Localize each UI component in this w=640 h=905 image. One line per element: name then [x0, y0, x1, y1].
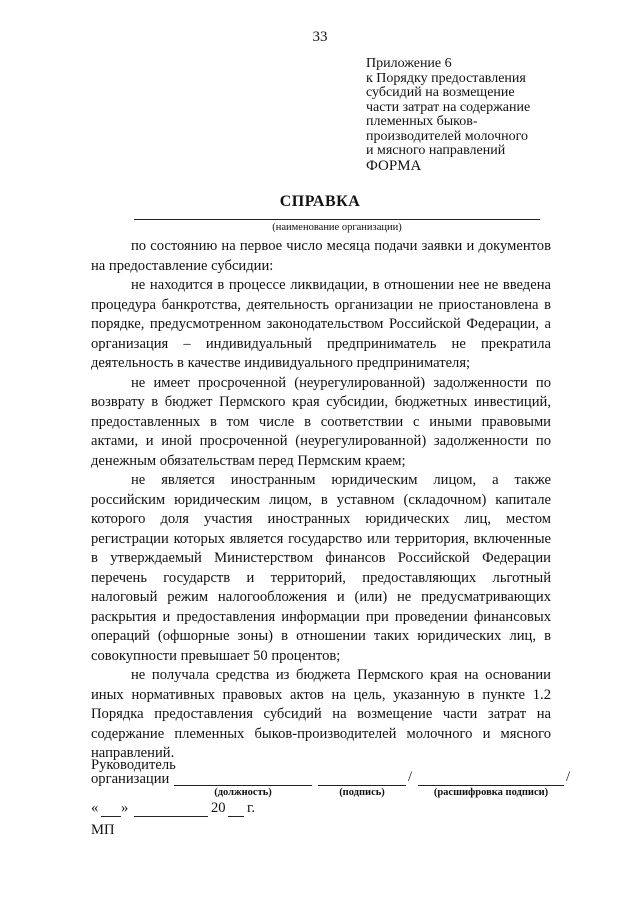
body-text: [91, 237, 551, 764]
paragraph: по состоянию на первое число месяца подачи заявки и документов на предоставление субсидии:: [91, 238, 551, 274]
slash-2: /: [566, 769, 571, 785]
organization-caption: (наименование организации): [272, 222, 402, 233]
organization-name-line: [134, 219, 540, 220]
paragraph: не получала средства из бюджета Пермского края на основании иных нормативных правовых актов на цель, указанную в пункте 1.2 Порядка предоставления субсидий на возмещение части затрат на содержание племенных быков-производителей молочного и мясного направлений.: [91, 667, 551, 761]
signature-caption: (подпись): [339, 787, 385, 798]
slash-1: /: [408, 769, 413, 785]
paragraph: не находится в процессе ликвидации, в отношении нее не введена процедура банкротства, деятельность организации не приостановлена в порядке, предусмотренном законодательством Российской Федерации, а организация – индивидуальный предприниматель не прекратила деятельность в качестве индивидуального предпринимателя;: [91, 277, 551, 371]
document-title: СПРАВКА: [279, 193, 361, 210]
paragraph: не имеет просроченной (неурегулированной) задолженности по возврату в бюджет Пермского края субсидии, бюджетных инвестиций, предоставленных в том числе в соответствии с иными правовыми актами, и иной просроченной (неурегулированной) задолженности по денежным обязательствам перед Пермским краем;: [91, 374, 551, 469]
appendix-line: племенных быков-: [366, 114, 478, 129]
paragraph: не является иностранным юридическим лицом, а также российским юридическим лицом, в уставном (складочном) капитале которого доля участия иностранных юридических лиц, местом регистрации которых является государство или территория, включенные в утверждаемый Министерством финансов Российской Федерации перечень государств и территорий, предоставляющих льготный налоговый режим налогообложения и (или) не предусматривающих раскрытия и предоставления информации при проведении финансовых операций (офшорные зоны) в отношении таких юридических лиц, в совокупности превышает 50 процентов;: [91, 472, 551, 664]
page-number: 33: [312, 29, 328, 45]
year-line: [228, 816, 244, 817]
decode-caption: (расшифровка подписи): [433, 787, 549, 798]
appendix-line: производителей молочного: [366, 128, 528, 144]
position-caption: (должность): [214, 787, 272, 798]
appendix-line: субсидий на возмещение: [366, 85, 515, 100]
month-line: [134, 816, 208, 817]
signature-label-2: организации: [91, 771, 170, 787]
year-suffix: г.: [247, 800, 255, 816]
position-line: [174, 785, 312, 786]
year-prefix: 20: [211, 800, 226, 816]
appendix-line: части затрат на содержание: [366, 99, 531, 115]
appendix-line: и мясного направлений: [366, 143, 506, 158]
form-label: ФОРМА: [366, 158, 422, 174]
signature-label-1: Руководитель: [91, 757, 176, 773]
date-close-quote: »: [121, 800, 129, 816]
signature-line: [318, 785, 406, 786]
stamp-place: МП: [91, 822, 115, 838]
appendix-block: [366, 57, 616, 159]
decode-line: [418, 785, 564, 786]
day-line: [101, 816, 121, 817]
appendix-line: к Порядку предоставления: [366, 70, 526, 86]
date-open-quote: «: [91, 800, 99, 816]
appendix-line: Приложение 6: [366, 56, 452, 71]
